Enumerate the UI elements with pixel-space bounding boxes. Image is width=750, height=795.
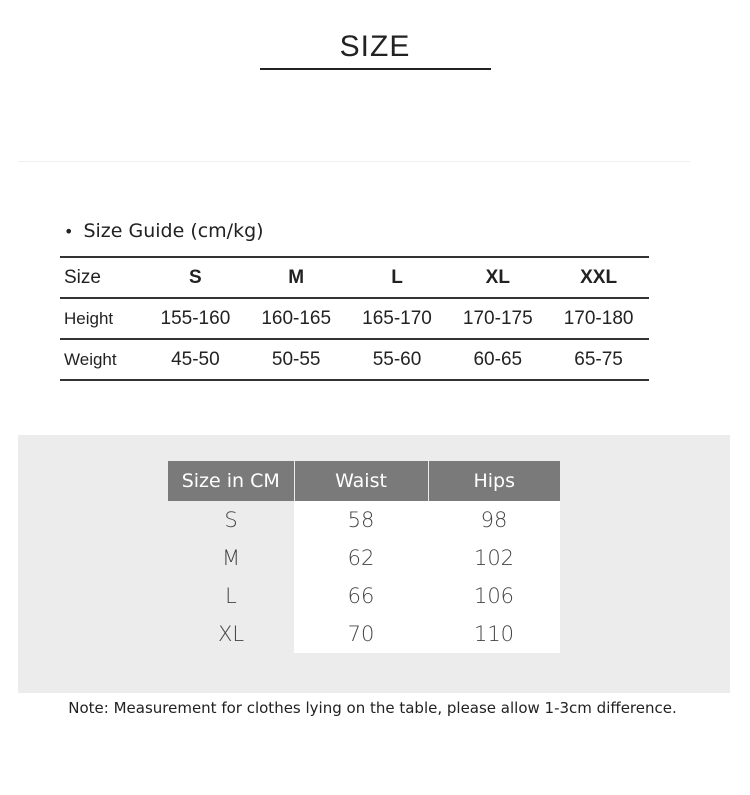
hips-cell: 98: [428, 501, 560, 539]
measurement-header-row: [168, 461, 560, 501]
waist-cell: 66: [294, 577, 428, 615]
table-cell: 55-60: [372, 348, 422, 370]
column-header: Waist: [294, 461, 428, 501]
table-row: [168, 501, 560, 539]
size-cell: L: [168, 577, 294, 615]
waist-cell: 58: [294, 501, 428, 539]
table-cell: 165-170: [362, 307, 432, 329]
table-cell: 160-165: [261, 307, 332, 329]
size-guide-header-row: [60, 257, 649, 298]
header-cell: XXL: [580, 266, 618, 288]
title-underline: [260, 68, 491, 70]
header-cell: S: [189, 266, 202, 288]
measurement-table: [168, 461, 560, 653]
header-cell: L: [391, 266, 403, 288]
hips-cell: 102: [428, 539, 560, 577]
header-cell: M: [288, 266, 305, 288]
size-guide-table: [60, 256, 649, 381]
measurement-note: Note: Measurement for clothes lying on the table, please allow 1-3cm difference.: [68, 699, 677, 717]
header-cell: XL: [485, 266, 510, 288]
table-cell: 50-55: [271, 348, 321, 370]
size-guide-heading-text: Size Guide (cm/kg): [83, 220, 264, 242]
size-cell: S: [168, 501, 294, 539]
waist-cell: 70: [294, 615, 428, 653]
column-header: Hips: [428, 461, 560, 501]
size-cell: XL: [168, 615, 294, 653]
table-row: [168, 577, 560, 615]
table-cell: 170-175: [462, 307, 533, 329]
table-cell: 155-160: [160, 307, 231, 329]
size-cell: M: [168, 539, 294, 577]
header-cell: Size: [64, 266, 101, 288]
row-label: Height: [64, 308, 114, 328]
table-row: [60, 339, 649, 380]
table-row: [168, 539, 560, 577]
page-title: SIZE: [339, 30, 411, 63]
table-cell: 60-65: [473, 348, 523, 370]
size-guide-heading: [64, 220, 264, 242]
table-cell: 65-75: [574, 348, 623, 370]
bullet-icon: •: [64, 222, 74, 241]
row-label: Weight: [64, 349, 117, 369]
table-cell: 45-50: [171, 348, 220, 370]
table-row: [60, 298, 649, 339]
hips-cell: 106: [428, 577, 560, 615]
table-cell: 170-180: [563, 307, 634, 329]
column-header: Size in CM: [168, 461, 294, 501]
waist-cell: 62: [294, 539, 428, 577]
table-row: [168, 615, 560, 653]
hips-cell: 110: [428, 615, 560, 653]
